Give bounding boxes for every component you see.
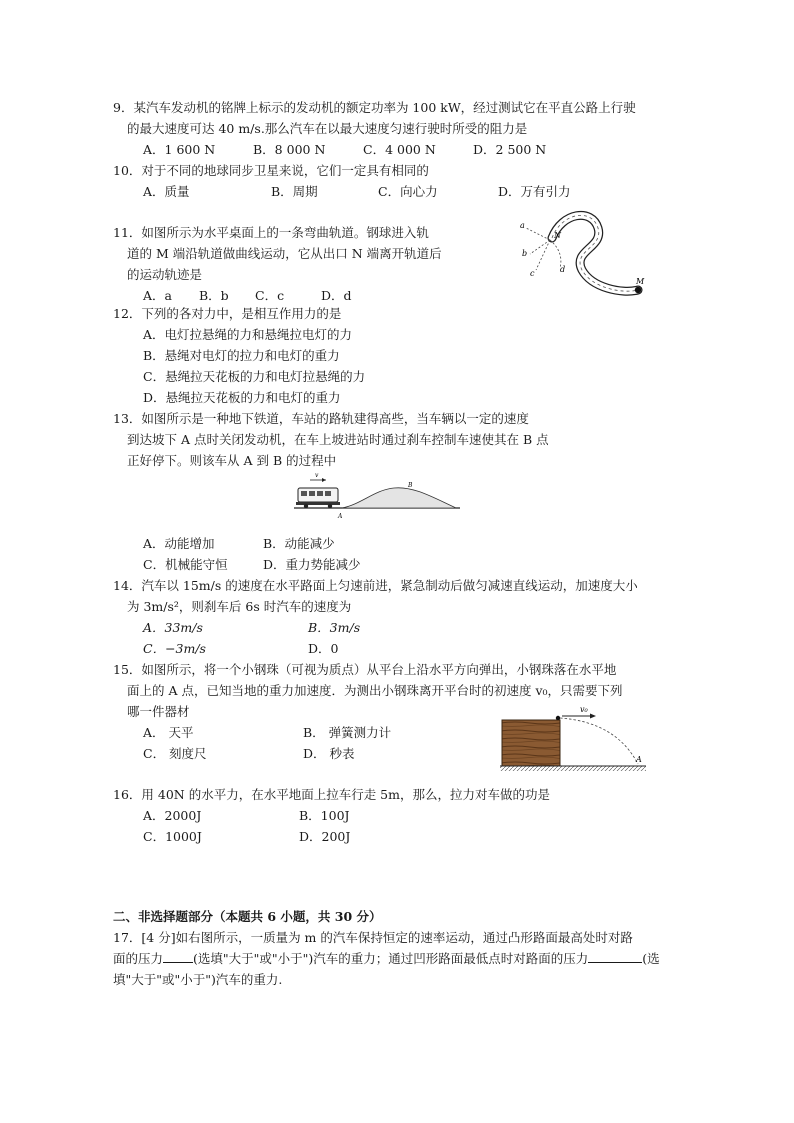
q12-option-a[interactable]: A．电灯拉悬绳的力和悬绳拉电灯的力: [143, 327, 353, 342]
q17-text-c: (选: [642, 951, 660, 966]
track-label-b: b: [522, 249, 528, 258]
q9-option-a[interactable]: A．1 600 N: [143, 142, 216, 157]
point-a-label: A: [338, 513, 343, 520]
q17-stem-line2: [113, 948, 660, 969]
track-label-d: d: [560, 265, 566, 274]
question-14: [113, 575, 683, 659]
q9-options: [113, 139, 683, 160]
subway-slope-figure: [294, 470, 460, 522]
q10-option-b[interactable]: B．周期: [271, 184, 318, 199]
q14-options-row1: [113, 617, 683, 638]
q12-stem-line1: 12．下列的各对力中，是相互作用力的是: [113, 306, 342, 321]
q13-options-row2: [113, 554, 683, 575]
q17-answer-blank-1[interactable]: [163, 948, 193, 963]
q15-stem-line2: 面上的 A 点，已知当地的重力加速度．为测出小钢珠离开平台时的初速度 v₀，只需要下列: [127, 683, 623, 698]
q12-option-c[interactable]: C．悬绳拉天花板的力和电灯拉悬绳的力: [143, 369, 366, 384]
track-label-n: N: [554, 231, 561, 240]
q14-option-b[interactable]: B．3m/s: [308, 620, 361, 635]
steel-ball-icon: [635, 287, 641, 293]
q14-option-d[interactable]: D．0: [308, 641, 339, 656]
section-2-title: 二、非选择题部分（本题共 6 小题，共 30 分）: [113, 909, 382, 924]
q10-option-d[interactable]: D．万有引力: [498, 184, 571, 199]
q16-option-d[interactable]: D．200J: [299, 829, 351, 844]
track-label-a: a: [520, 221, 525, 230]
q13-stem-line2: 到达坡下 A 点时关闭发动机，在车上坡进站时通过刹车控制车速使其在 B 点: [127, 432, 549, 447]
q13-option-a[interactable]: A．动能增加: [143, 536, 215, 551]
q9-option-b[interactable]: B．8 000 N: [253, 142, 326, 157]
q10-options: [113, 181, 683, 202]
q11-option-d[interactable]: D．d: [321, 288, 352, 303]
track-label-m: M: [636, 277, 645, 286]
q16-options-row2: [113, 826, 683, 847]
q13-stem-line3: 正好停下。则该车从 A 到 B 的过程中: [127, 453, 337, 468]
q13-option-d[interactable]: D．重力势能减少: [263, 557, 361, 572]
platform-projectile-figure: [500, 704, 650, 774]
subway-car-icon: [296, 488, 340, 508]
q17-stem-line3: 填"大于"或"小于")汽车的重力.: [113, 972, 283, 987]
question-16: [113, 784, 683, 847]
section-2: [113, 906, 660, 990]
q17-text-a: 面的压力: [113, 951, 164, 966]
q14-option-a[interactable]: A．33m/s: [143, 620, 203, 635]
q17-stem-line1: 17．[4 分]如右图所示，一质量为 m 的汽车保持恒定的速率运动，通过凸形路面最高处时对路: [113, 930, 633, 945]
q15-option-a[interactable]: A． 天平: [143, 725, 194, 740]
q17-text-b: (选填"大于"或"小于")汽车的重力；通过凹形路面最低点时对路面的压力: [193, 951, 589, 966]
q14-stem-line2: 为 3m/s²，则刹车后 6s 时汽车的速度为: [127, 599, 352, 614]
q10-stem-line1: 10．对于不同的地球同步卫星来说，它们一定具有相同的: [113, 163, 429, 178]
q11-stem-line3: 的运动轨迹是: [127, 267, 203, 282]
q13-option-c[interactable]: C．机械能守恒: [143, 557, 228, 572]
q15-option-b[interactable]: B． 弹簧测力计: [303, 725, 392, 740]
q15-option-d[interactable]: D． 秒表: [303, 746, 355, 761]
q12-option-b[interactable]: B．悬绳对电灯的拉力和电灯的重力: [143, 348, 340, 363]
steel-ball-icon: [556, 716, 560, 720]
q15-stem-line3: 哪一件器材: [127, 704, 190, 719]
q16-stem-line1: 16．用 40N 的水平力，在水平地面上拉车行走 5m，那么，拉力对车做的功是: [113, 787, 550, 802]
landing-point-label: A: [636, 755, 642, 764]
q14-stem-line1: 14．汽车以 15m/s 的速度在水平路面上匀速前进，紧急制动后做匀减速直线运动，加速度大小: [113, 578, 638, 593]
q15-stem-line1: 15．如图所示，将一个小钢珠（可视为质点）从平台上沿水平方向弹出，小钢珠落在水平地: [113, 662, 617, 677]
q16-option-b[interactable]: B．100J: [299, 808, 350, 823]
q11-stem-line2: 道的 M 端沿轨道做曲线运动，它从出口 N 端离开轨道后: [127, 246, 442, 261]
initial-velocity-label: v₀: [580, 705, 588, 714]
q13-options-row1: [113, 533, 683, 554]
q13-stem-line1: 13．如图所示是一种地下铁道，车站的路轨建得高些，当车辆以一定的速度: [113, 411, 529, 426]
q11-option-b[interactable]: B．b: [199, 288, 229, 303]
question-13-options: [113, 533, 683, 575]
curved-track-figure: [512, 208, 652, 308]
q14-options-row2: [113, 638, 683, 659]
question-12: [113, 303, 683, 408]
q14-option-c[interactable]: C．−3m/s: [143, 641, 206, 656]
question-11: [113, 222, 493, 306]
question-10: [113, 160, 683, 202]
q10-option-c[interactable]: C．向心力: [378, 184, 438, 199]
q10-option-a[interactable]: A．质量: [143, 184, 190, 199]
question-9: [113, 97, 683, 160]
velocity-label: v: [315, 472, 319, 479]
q12-option-d[interactable]: D．悬绳拉天花板的力和电灯的重力: [143, 390, 341, 405]
q11-option-a[interactable]: A．a: [143, 288, 172, 303]
q16-options-row1: [113, 805, 683, 826]
question-13: [113, 408, 683, 471]
q9-option-d[interactable]: D．2 500 N: [473, 142, 547, 157]
q13-option-b[interactable]: B．动能减少: [263, 536, 335, 551]
track-label-c: c: [530, 269, 535, 278]
q11-stem-line1: 11．如图所示为水平桌面上的一条弯曲轨道。钢球进入轨: [113, 225, 429, 240]
q9-option-c[interactable]: C．4 000 N: [363, 142, 436, 157]
q15-option-c[interactable]: C． 刻度尺: [143, 746, 207, 761]
q17-answer-blank-2[interactable]: [588, 948, 642, 963]
q16-option-a[interactable]: A．2000J: [143, 808, 202, 823]
point-b-label: B: [408, 482, 413, 489]
q16-option-c[interactable]: C．1000J: [143, 829, 202, 844]
q9-stem-line1: 9．某汽车发动机的铭牌上标示的发动机的额定功率为 100 kW，经过测试它在平直公路上行驶: [113, 100, 636, 115]
q9-stem-line2: 的最大速度可达 40 m/s.那么汽车在以最大速度匀速行驶时所受的阻力是: [127, 121, 528, 136]
q11-option-c[interactable]: C．c: [255, 288, 285, 303]
platform-block: [502, 720, 560, 766]
